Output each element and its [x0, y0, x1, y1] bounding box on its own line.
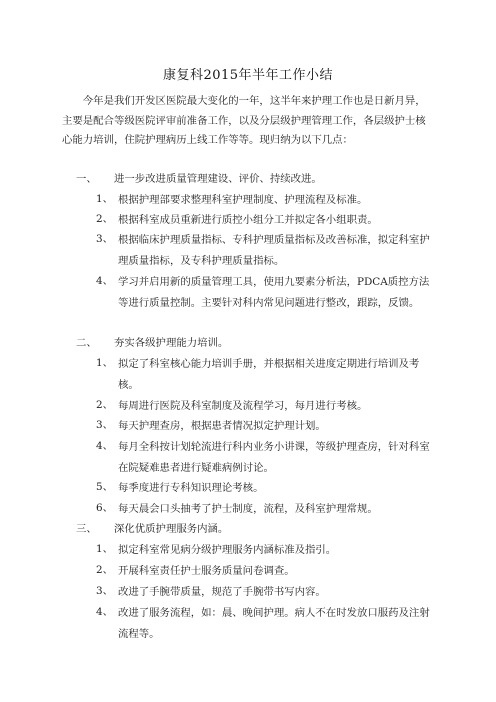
item-number: 3、	[96, 233, 114, 245]
intro-paragraph	[62, 92, 436, 151]
section-3-number: 三、	[76, 523, 97, 535]
section-2-number: 二、	[76, 337, 97, 349]
item-number: 1、	[96, 357, 114, 369]
list-item: 根据科室成员重新进行质控小组分工并拟定各小组职责。	[118, 214, 378, 226]
list-item: 每天护理查房，根据患者情况拟定护理计划。	[118, 420, 326, 432]
item-number: 3、	[96, 585, 114, 597]
list-item: 开展科室责任护士服务质量问卷调查。	[118, 565, 295, 577]
section-1-number: 一、	[76, 173, 97, 185]
item-number: 5、	[96, 481, 114, 493]
section-1-heading: 进一步改进质量管理建设、评价、持续改进。	[114, 173, 322, 185]
list-item: 拟定科室常见病分级护理服务内涵标准及指引。	[118, 544, 337, 556]
item-number: 1、	[96, 543, 114, 555]
document-title: 康复科2015年半年工作小结	[162, 68, 334, 83]
item-number: 2、	[96, 399, 114, 411]
list-item: 根据护理部要求整理科室护理制度、护理流程及标准。	[118, 194, 368, 206]
list-item: 每季度进行专科知识理论考核。	[118, 482, 264, 494]
list-item: 根据临床护理质量指标、专科护理质量指标及改善标准，拟定科室护理质量指标，及专科护理质量指标。	[118, 234, 430, 267]
section-3-heading: 深化优质护理服务内涵。	[114, 523, 229, 535]
list-item: 拟定了科室核心能力培训手册，并根据相关进度定期进行培训及考核。	[118, 358, 420, 391]
section-2-heading: 夯实各级护理能力培训。	[114, 337, 229, 349]
item-number: 2、	[96, 564, 114, 576]
list-item: 每天晨会口头抽考了护士制度，流程，及科室护理常规。	[118, 503, 378, 515]
item-number: 4、	[96, 275, 114, 287]
item-number: 6、	[96, 502, 114, 514]
intro-text: 今年是我们开发区医院最大变化的一年，这半年来护理工作也是日新月异，主要是配合等级医院评审前准备工作，以及分层级护理管理工作，各层级护士核心能力培训，住院护理病历上线工作等等。现归纳为以下几点：	[62, 95, 426, 146]
item-number: 2、	[96, 213, 114, 225]
item-number: 3、	[96, 419, 114, 431]
item-number: 4、	[96, 440, 114, 452]
list-item: 改进了服务流程，如：晨、晚间护理。病人不在时发放口服药及注射流程等。	[118, 607, 430, 640]
list-item: 每月全科按计划轮流进行科内业务小讲课，等级护理查房，针对科室在院疑难患者进行疑难病例讨论。	[118, 441, 430, 474]
list-item: 学习并启用新的质量管理工具，使用九要素分析法，PDCA质控方法等进行质量控制。主要针对科内常见问题进行整改，跟踪，反馈。	[118, 276, 430, 309]
list-item: 改进了手腕带质量，规范了手腕带书写内容。	[118, 586, 326, 598]
item-number: 4、	[96, 606, 114, 618]
list-item: 每周进行医院及科室制度及流程学习，每月进行考核。	[118, 400, 368, 412]
item-number: 1、	[96, 193, 114, 205]
